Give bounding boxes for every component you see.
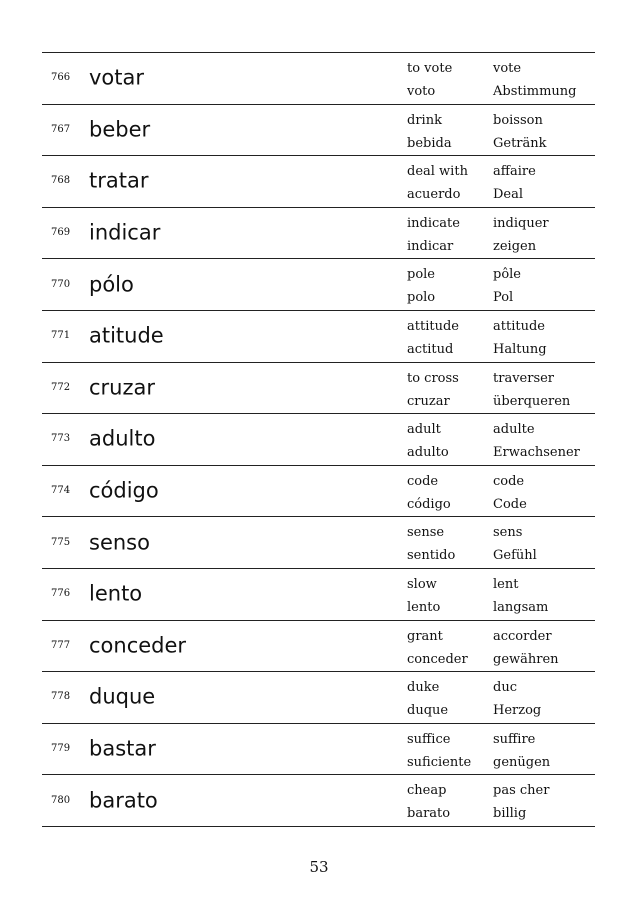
portuguese-word: cruzar	[89, 375, 156, 400]
table-row	[42, 156, 595, 208]
english-translation: attitude	[407, 318, 459, 334]
german-translation: langsam	[493, 599, 549, 615]
table-row	[42, 724, 595, 776]
spanish-translation: cruzar	[407, 393, 450, 409]
portuguese-word: senso	[89, 530, 150, 555]
spanish-translation: conceder	[407, 651, 468, 667]
spanish-translation: acuerdo	[407, 187, 461, 203]
german-translation: genügen	[493, 754, 551, 770]
spanish-translation: sentido	[407, 548, 456, 564]
spanish-translation: código	[407, 496, 451, 512]
table-row	[42, 414, 595, 466]
table-row	[42, 105, 595, 157]
portuguese-word: barato	[89, 788, 158, 813]
portuguese-word: lento	[89, 581, 143, 606]
entry-number: 777	[51, 639, 71, 651]
english-translation: code	[407, 473, 439, 489]
entry-number: 779	[51, 743, 71, 755]
english-translation: adult	[407, 422, 441, 438]
entry-number: 778	[51, 691, 71, 703]
french-translation: affaire	[493, 164, 536, 180]
portuguese-word: tratar	[89, 169, 149, 194]
french-translation: boisson	[493, 112, 543, 128]
german-translation: gewähren	[493, 651, 559, 667]
page-number: 53	[309, 858, 329, 876]
german-translation: Gefühl	[493, 548, 537, 564]
entry-number: 774	[51, 485, 71, 497]
entry-number: 769	[51, 227, 71, 239]
english-translation: duke	[407, 680, 440, 696]
spanish-translation: voto	[407, 84, 436, 99]
spanish-translation: actitud	[407, 341, 454, 357]
table-row	[42, 208, 595, 260]
german-translation: Deal	[493, 187, 524, 203]
english-translation: grant	[407, 628, 443, 644]
french-translation: pas cher	[493, 783, 550, 799]
table-row	[42, 621, 595, 673]
entry-number: 773	[51, 433, 71, 445]
french-translation: duc	[493, 680, 517, 696]
german-translation: Getränk	[493, 135, 547, 151]
english-translation: cheap	[407, 783, 447, 799]
table-row	[42, 569, 595, 621]
portuguese-word: bastar	[89, 736, 156, 761]
table-row	[42, 672, 595, 724]
french-translation: adulte	[493, 422, 535, 438]
table-row	[42, 363, 595, 415]
english-translation: pole	[407, 267, 435, 283]
portuguese-word: votar	[89, 65, 145, 90]
table-row	[42, 53, 595, 105]
portuguese-word: duque	[89, 684, 156, 709]
french-translation: lent	[493, 576, 519, 592]
french-translation: accorder	[493, 628, 552, 644]
spanish-translation: bebida	[407, 135, 452, 151]
german-translation: überqueren	[493, 393, 571, 409]
entry-number: 775	[51, 536, 71, 548]
entry-number: 772	[51, 381, 71, 393]
entry-number: 768	[51, 175, 71, 187]
french-translation: pôle	[493, 267, 521, 283]
german-translation: Abstimmung	[493, 84, 577, 99]
german-translation: zeigen	[493, 238, 537, 254]
english-translation: indicate	[407, 215, 460, 231]
french-translation: vote	[493, 61, 522, 76]
spanish-translation: polo	[407, 290, 436, 306]
portuguese-word: conceder	[89, 633, 187, 658]
spanish-translation: adulto	[407, 445, 449, 461]
entry-number: 770	[51, 278, 71, 290]
english-translation: suffice	[407, 731, 451, 747]
french-translation: suffire	[493, 731, 536, 747]
entry-number: 771	[51, 330, 71, 342]
english-translation: slow	[407, 576, 437, 592]
spanish-translation: lento	[407, 599, 441, 615]
table-row	[42, 775, 595, 827]
portuguese-word: pólo	[89, 272, 134, 297]
german-translation: Erwachsener	[493, 445, 580, 461]
english-translation: deal with	[407, 164, 468, 180]
table-row	[42, 311, 595, 363]
portuguese-word: código	[89, 478, 159, 503]
portuguese-word: atitude	[89, 323, 164, 348]
spanish-translation: indicar	[407, 238, 454, 254]
table-row	[42, 259, 595, 311]
french-translation: code	[493, 473, 525, 489]
french-translation: traverser	[493, 370, 555, 386]
english-translation: to vote	[407, 61, 453, 76]
entry-number: 766	[51, 72, 71, 84]
english-translation: sense	[407, 525, 445, 541]
entry-number: 767	[51, 123, 71, 135]
english-translation: to cross	[407, 370, 459, 386]
table-row	[42, 466, 595, 518]
german-translation: Code	[493, 496, 527, 512]
german-translation: Herzog	[493, 703, 542, 719]
table-row	[42, 517, 595, 569]
german-translation: Haltung	[493, 341, 547, 357]
vocabulary-table	[42, 52, 595, 827]
french-translation: indiquer	[493, 215, 549, 231]
german-translation: billig	[493, 806, 527, 822]
spanish-translation: barato	[407, 806, 451, 822]
portuguese-word: adulto	[89, 427, 156, 452]
english-translation: drink	[407, 112, 442, 128]
spanish-translation: duque	[407, 703, 449, 719]
spanish-translation: suficiente	[407, 754, 472, 770]
portuguese-word: beber	[89, 117, 151, 142]
french-translation: attitude	[493, 318, 545, 334]
entry-number: 780	[51, 794, 71, 806]
entry-number: 776	[51, 588, 71, 600]
german-translation: Pol	[493, 290, 514, 306]
portuguese-word: indicar	[89, 220, 161, 245]
french-translation: sens	[493, 525, 523, 541]
